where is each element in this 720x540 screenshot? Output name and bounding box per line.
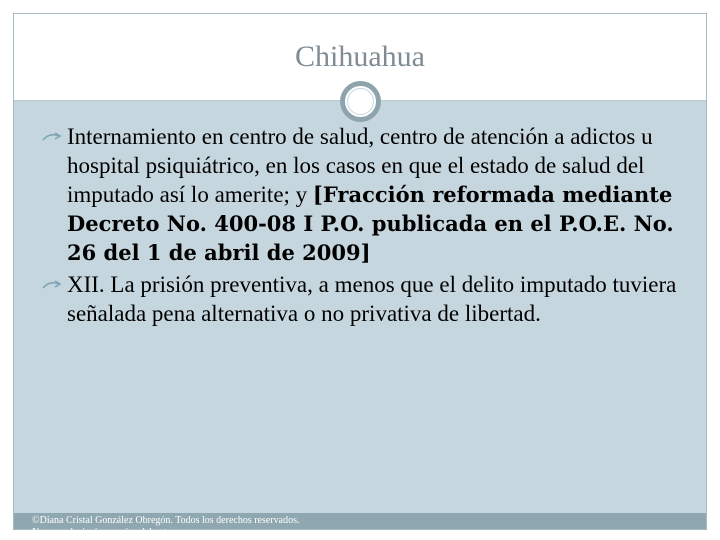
slide-title: Chihuahua xyxy=(295,40,425,73)
slide xyxy=(13,13,707,538)
bullet-bold-text: [Fracción reformada mediante Decreto No. 400-08 I P.O. publicada en el P.O.E. No. 26 del 1 de abril de 2009] xyxy=(67,182,674,265)
bullet-list xyxy=(40,122,680,331)
bullet-item xyxy=(40,122,680,267)
ring-icon xyxy=(340,81,381,122)
bullet-text: XII. La prisión preventiva, a menos que el delito imputado tuviera señalada pena alternativa o no privativa de libertad. xyxy=(67,272,677,326)
curved-arrow-bullet-icon xyxy=(42,280,62,290)
footer-copyright: ©Diana Cristal González Obregón. Todos los derechos reservados. No reproducir sin permiso del autor. xyxy=(32,515,300,538)
footer-bar xyxy=(14,513,706,538)
bullet-item xyxy=(40,270,680,328)
bullet-text: Internamiento en centro de salud, centro de atención a adictos u hospital psiquiátrico, en los casos en que el estado de salud del imputado así lo amerite; y xyxy=(67,124,653,207)
curved-arrow-bullet-icon xyxy=(42,132,62,142)
